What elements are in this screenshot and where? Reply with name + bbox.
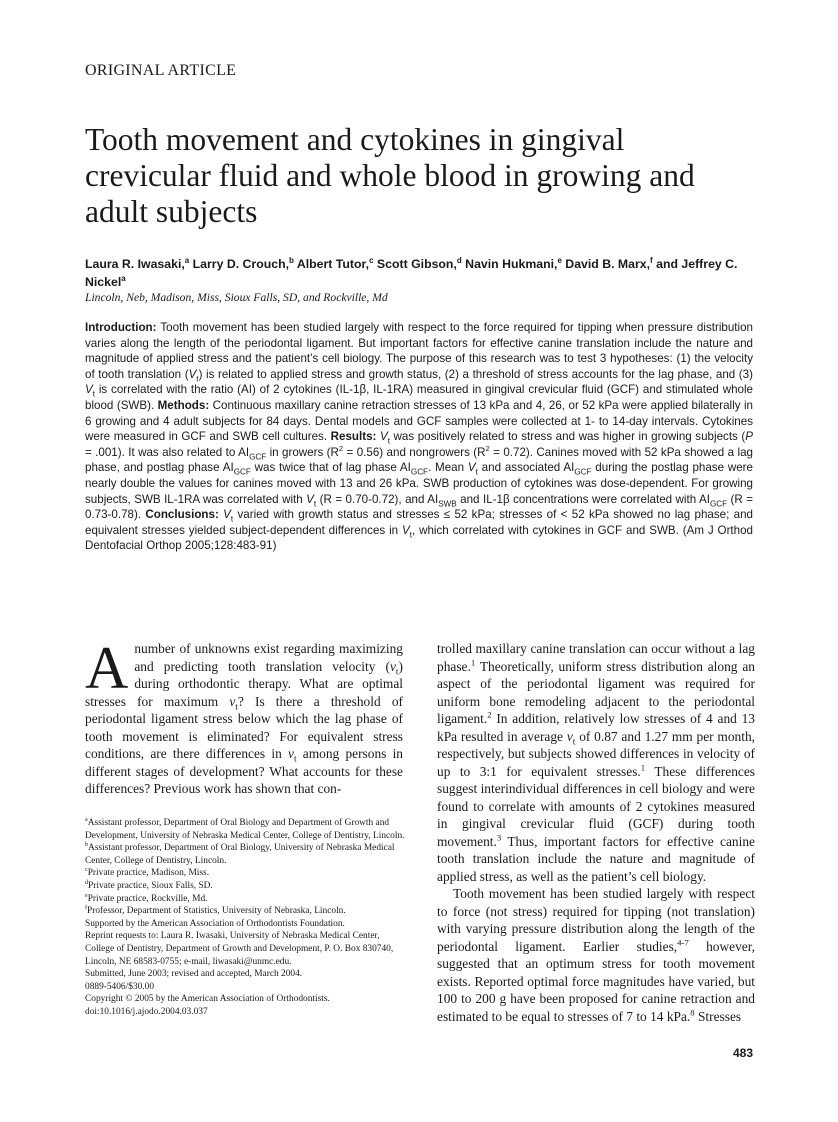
body-text: ) during orthodontic therapy. What are optimal stresses for maximum [85,658,403,709]
symbol-sub: t [196,374,199,384]
footnote-marker: a [85,816,88,823]
footnote-text: Private practice, Sioux Falls, SD. [88,880,213,891]
body-text: Stresses [694,1008,742,1024]
author-name: Larry D. Crouch, [189,257,290,271]
abstract-text: was positively related to stress and was higher in growing subjects ( [389,430,746,444]
affiliation-marker: b [289,255,294,265]
abstract-text: = 0.72). Canines moved with 52 kPa showed a lag phase, and postlag phase AI [85,445,753,475]
footnote [85,880,405,893]
body-text: of 0.87 and 1.27 mm per month, respectively, but subjects showed differences in velocity of up to 3:1 for equivalent stresses. [437,728,755,779]
abstract-text: in growers (R [266,445,339,459]
abstract-text: Continuous maxillary canine retraction stresses of 13 kPa and 4, 26, or 52 kPa were applied bilaterally in 6 growing and 4 adult subjects for 84 days. Dental models and GCF samples were collected at 1- to 14-day intervals. Cytokines were measured in GCF and SWB cell cultures. [85,398,753,444]
symbol-sub: t [293,754,297,765]
symbol: V [379,430,388,444]
footnote-text: Professor, Department of Statistics, University of Nebraska, Lincoln. [87,906,346,917]
reference-marker: 4-7 [677,937,689,948]
author-locations: Lincoln, Neb, Madison, Miss, Sioux Falls, SD, and Rockville, Md [85,291,388,304]
footnote-marker: c [85,867,88,874]
article-title: Tooth movement and cytokines in gingival crevicular fluid and whole blood in growing and adult subjects [85,122,695,229]
section-label: ORIGINAL ARTICLE [85,62,237,79]
author-name: David B. Marx, [561,257,651,271]
symbol-sub: GCF [233,467,251,477]
affiliation-marker: e [557,255,562,265]
abstract-text: and IL-1β concentrations were correlated with AI [456,492,710,506]
symbol-sub: GCF [709,498,728,508]
footnote-text: Assistant professor, Department of Oral Biology, University of Nebraska Medical Center, College of Dentistry, Lincoln. [85,843,395,866]
abstract-text: (R = 0.70-0.72), and AI [316,492,439,506]
symbol-sub: t [475,467,478,477]
body-paragraph [85,635,403,798]
copyright-notice: Copyright © 2005 by the American Association of Orthodontists. [85,994,330,1005]
drop-cap: A [85,635,129,701]
doi: doi:10.1016/j.ajodo.2004.03.037 [85,1006,208,1017]
symbol-sub: GCF [410,467,429,477]
affiliation-marker: a [121,273,126,283]
symbol-sup: 2 [338,443,344,453]
abstract-text: (R = 0.73-0.78). [85,492,754,522]
symbol-sub: t [572,737,576,748]
reference-marker: 3 [496,832,502,843]
abstract-text: and associated AI [477,461,575,475]
page-number: 483 [733,1046,754,1060]
body-text: Thus, important factors for effective canine tooth translation include the nature and magnitude of applied stress, as well as the patient’s cell biology. [437,833,755,884]
affiliation-marker: f [650,255,653,265]
symbol: v [389,658,396,674]
author-name: Laura R. Iwasaki, [85,257,185,271]
author-name: Scott Gibson, [373,257,457,271]
footnote-marker: e [85,892,88,899]
footnote-marker: b [85,842,89,849]
body-text: however, suggested that an optimum stress for tooth movement exists. Reported optimal force magnitudes have varied, but 100 to 200 g have been proposed for canine retraction and estimated to be equal to stresses of 7 to 14 kPa. [437,938,755,1024]
footnote [85,905,405,918]
affiliation-marker: a [184,255,190,265]
reference-marker: 8 [690,1007,695,1018]
abstract-text: , which correlated with cytokines in GCF and SWB. (Am J Orthod Dentofacial Orthop 2005;128:483-91) [85,523,753,553]
abstract-text: is correlated with the ratio (AI) of 2 cytokines (IL-1β, IL-1RA) measured in gingival crevicular fluid (GCF) and stimulated whole blood (SWB). [85,383,753,412]
symbol: v [566,728,573,744]
symbol: v [229,693,236,709]
reprint-note: Reprint requests to: Laura R. Iwasaki, University of Nebraska Medical Center, College of Dentistry, Department of Growth and Development, P. O. Box 830740, Lincoln, NE 68583-0755; e-mail, liwasaki@unmc.edu. [85,931,394,967]
abstract-text: ) is related to applied stress and growth status, (2) a threshold of stress accounts for the lag phase, and (3) [198,367,753,381]
footnotes [85,817,405,1019]
submission-dates: Submitted, June 2003; revised and accepted, March 2004. [85,969,303,980]
author-name: and Jeffrey C. Nickel [85,257,738,289]
symbol-sub: t [395,667,399,678]
footnote [85,867,405,880]
author-name: Navin Hukmani, [461,257,558,271]
abstract-text: = 0.56) and nongrowers (R [343,445,486,459]
symbol-sub: t [409,530,412,540]
symbol-sub: t [92,389,95,399]
body-column-left [85,635,403,798]
author-name: Albert Tutor, [293,257,370,271]
symbol-sub: GCF [249,452,267,462]
abstract-results-label: Results: [327,430,377,444]
symbol: V [223,508,231,522]
affiliation-marker: c [369,255,374,265]
abstract-text: = .001). It was also related to AI [85,445,250,459]
symbol: V [467,461,476,475]
affiliation-marker: d [456,255,462,265]
footnote [85,842,405,867]
body-text: trolled maxillary canine translation can occur without a lag phase. [437,641,755,674]
support-note: Supported by the American Association of Orthodontists Foundation. [85,918,345,929]
symbol-sub: SWB [438,498,457,508]
abstract-text: was twice that of lag phase AI [250,461,411,475]
abstract-text: during the postlag phase were nearly double the values for canines moved with 13 and 26 kPa. SWB production of cytokines was dose-dependent. For growing subjects, SWB IL-1RA was correlated with [85,461,753,506]
footnote [85,893,405,906]
abstract-methods-label: Methods: [154,398,210,412]
issn: 0889-5406/$30.00 [85,981,155,992]
symbol: V [306,492,314,506]
body-column-right [437,640,755,1025]
footnote [85,817,405,842]
symbol: V [188,367,197,381]
body-text: ? Is there a threshold of periodontal ligament stress below which the lag phase of tooth movement is eliminated? For equivalent stress conditions, are there differences in [85,693,403,761]
abstract [85,320,753,554]
footnote-text: Private practice, Madison, Miss. [87,868,210,879]
symbol-sub: GCF [574,467,592,477]
body-text: In addition, relatively low stresses of 4 and 13 kPa resulted in average [437,711,755,744]
abstract-text: varied with growth status and stresses ≤ 52 kPa; stresses of < 52 kPa showed no lag phase; and equivalent stresses yielded subject-dependent differences in [85,508,753,537]
abstract-intro-label: Introduction: [85,321,157,334]
body-paragraph [437,640,755,885]
symbol: V [85,383,93,397]
footnote-text: Assistant professor, Department of Oral Biology and Department of Growth and Development, University of Nebraska Medical Center, College of Dentistry, Lincoln. [85,818,405,841]
reference-marker: 1 [470,657,476,668]
symbol-sub: t [230,514,234,524]
symbol-sub: t [235,702,238,713]
body-text: Theoretically, uniform stress distribution along an aspect of the periodontal ligament was required for uniform bone remodeling adjacent to the periodontal ligament. [437,658,755,726]
abstract-text: Tooth movement has been studied largely with respect to the force required for tipping when pressure distribution varies along the length of the periodontal ligament. But important factors for effective canine translation include the nature and magnitude of applied stress and the patient’s cell biology. The purpose of this research was to test 3 hypotheses: (1) the velocity of tooth translation ( [85,321,753,381]
abstract-text: . Mean [428,461,468,475]
body-text: among persons in different stages of development? What accounts for these differences? Previous work has shown that con- [85,746,403,796]
footnote-text: Private practice, Rockville, Md. [87,893,208,904]
symbol: P [745,430,753,444]
abstract-conclusions-label: Conclusions: [141,508,219,522]
body-text: These differences suggest interindividual differences in cell biology and were found to correlate with amounts of 2 cytokines measured in gingival crevicular fluid (GCF) during tooth movement. [437,763,755,849]
reference-marker: 2 [487,709,492,720]
body-paragraph [437,885,755,1025]
body-text: number of unknowns exist regarding maximizing and predicting tooth translation velocity ( [134,641,403,674]
symbol-sub: t [387,436,390,446]
symbol: V [401,523,410,537]
author-list [85,255,745,291]
footnote-marker: f [85,905,88,912]
symbol-sup: 2 [485,443,490,453]
reference-marker: 1 [640,762,646,773]
symbol: v [288,746,294,761]
body-text: Tooth movement has been studied largely with respect to force (not stress) required for tipping (not translation) with varying pressure distribution along the length of the periodontal ligament. Earlier studies, [437,886,755,954]
footnote-marker: d [85,879,89,886]
symbol-sub: t [313,498,317,508]
